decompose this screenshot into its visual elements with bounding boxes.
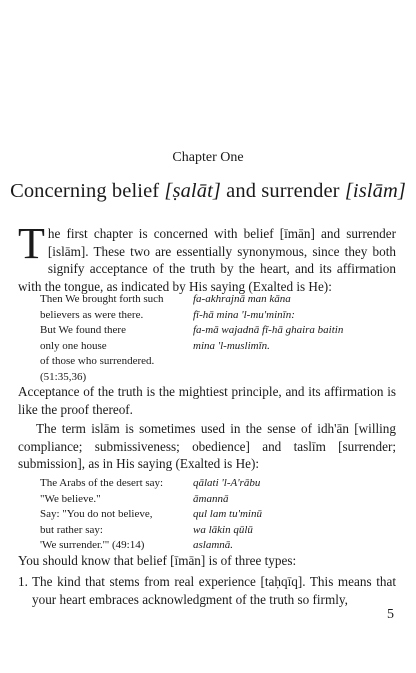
verse-line: aslamnā. <box>193 539 234 551</box>
verse-1-english <box>40 292 190 385</box>
verse-line: "We believe." <box>40 492 101 505</box>
verse-2-english <box>40 476 190 554</box>
paragraph-acceptance: Acceptance of the truth is the mightiest principle, and its affirmation is like the proof thereof. <box>18 384 396 417</box>
paragraph-intro-text: he first chapter is concerned with belief [īmān] and surrender [islām]. These two are essentially synonymous, since they both signify acceptance of the truth by the heart, and its affirmation with the tongue, as indicated by His saying (Exalted is He): <box>18 226 396 294</box>
list-item-number: 1. <box>18 574 28 589</box>
verse-line: wa lākin qūlū <box>193 523 253 536</box>
verse-line: qul lam tu'minū <box>193 508 262 520</box>
verse-1-transliteration <box>193 292 403 354</box>
paragraph-intro <box>18 219 396 295</box>
verse-2-transliteration <box>193 476 403 554</box>
verse-line: mina 'l-muslimīn. <box>193 339 270 352</box>
verse-line: fa-mā wajadnā fī-hā ghaira baitin <box>193 324 344 336</box>
verse-line: of those who surrendered. <box>40 355 155 367</box>
paragraph-islam-term: The term islām is sometimes used in the sense of idh'ān [willing compliance; submissiveness; obedience] and taslīm [surrender; submission], as in His saying (Exalted is He): <box>18 421 396 471</box>
chapter-title-prefix: Concerning belief <box>10 180 165 202</box>
chapter-title <box>0 180 416 203</box>
verse-line: Say: "You do not believe, <box>40 508 153 520</box>
list-item-text: The kind that stems from real experience [taḥqīq]. This means that your heart embraces acknowledgment of the truth so firmly, <box>32 574 396 607</box>
chapter-label: Chapter One <box>172 150 244 165</box>
verse-line: qālati 'l-A'rābu <box>193 477 261 489</box>
verse-line: The Arabs of the desert say: <box>40 477 164 489</box>
verse-line: but rather say: <box>40 523 103 536</box>
chapter-title-term-islam: [islām] <box>344 180 406 202</box>
verse-line: 'We surrender.'" (49:14) <box>40 539 145 551</box>
verse-reference: (51:35,36) <box>40 370 87 383</box>
verse-line: believers as were there. <box>40 308 144 321</box>
verse-line: only one house <box>40 339 107 352</box>
drop-cap: T <box>18 219 45 268</box>
chapter-title-term-salat: [ṣalāt] <box>164 180 221 202</box>
paragraph-three-types: You should know that belief [īmān] is of three types: <box>18 553 297 568</box>
verse-line: āmannā <box>193 492 229 505</box>
verse-line: fī-hā mina 'l-mu'minīn: <box>193 308 295 321</box>
page-number: 5 <box>387 607 394 622</box>
verse-line: fa-akhrajnā man kāna <box>193 293 291 305</box>
verse-line: But We found there <box>40 324 126 336</box>
verse-line: Then We brought forth such <box>40 293 164 305</box>
chapter-title-middle: and surrender <box>220 180 345 202</box>
